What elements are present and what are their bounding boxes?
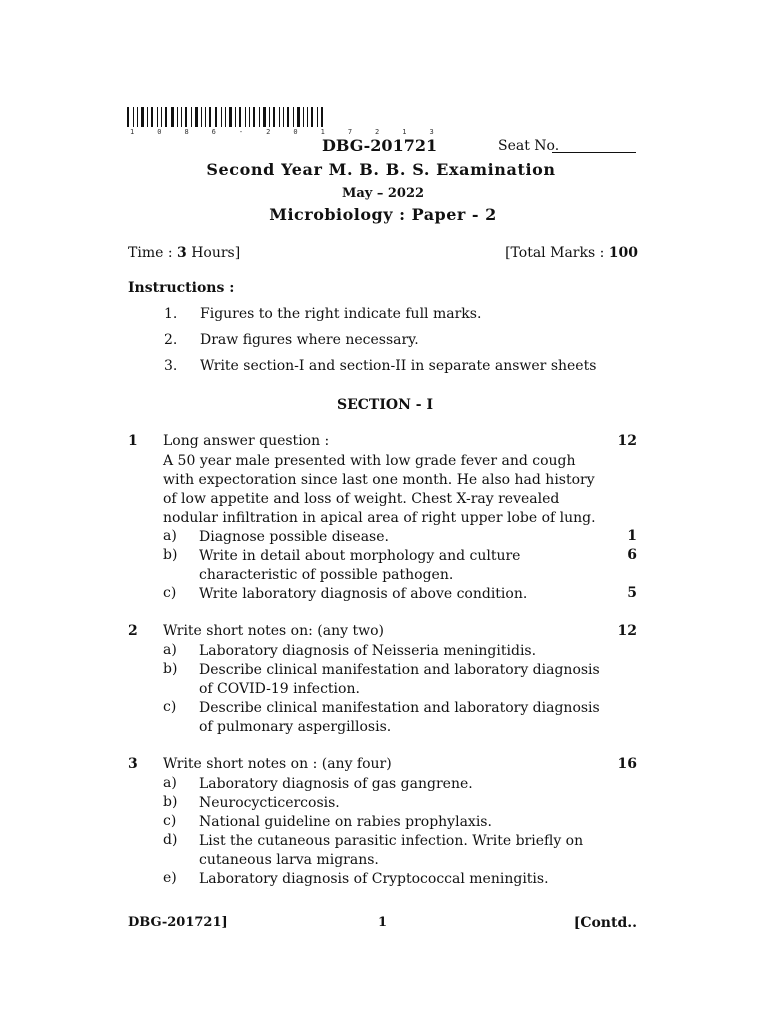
part-text: Laboratory diagnosis of Neisseria meningitidis. — [199, 643, 537, 659]
barcode-gap — [256, 107, 258, 127]
barcode-gap — [305, 107, 306, 127]
instruction-text: Write section-I and section-II in separate answer sheets — [200, 358, 597, 374]
barcode-gap — [159, 107, 160, 127]
part-label: b) — [163, 547, 178, 563]
barcode-gap — [309, 107, 310, 127]
section-title: SECTION - I — [337, 397, 433, 413]
barcode-gap — [199, 107, 200, 127]
part-label: a) — [163, 642, 177, 658]
barcode-bar — [283, 107, 284, 127]
barcode-gap — [135, 107, 136, 127]
instructions-title: Instructions : — [128, 280, 235, 296]
barcode-bar — [195, 107, 198, 127]
barcode-gap — [261, 107, 262, 127]
barcode-bar — [253, 107, 255, 127]
barcode-gap — [183, 107, 184, 127]
barcode-gap — [203, 107, 204, 127]
total-marks-label: [Total Marks : — [505, 245, 609, 261]
part-text: Neurocycticercosis. — [199, 795, 340, 811]
barcode-gap — [251, 107, 252, 127]
instruction-number: 1. — [164, 306, 178, 322]
barcode-gap — [290, 107, 292, 127]
barcode-bar — [177, 107, 178, 127]
instruction-text: Figures to the right indicate full marks. — [200, 306, 482, 322]
part-label: e) — [163, 870, 177, 886]
question-title: Long answer question : — [163, 433, 330, 449]
part-text: Laboratory diagnosis of gas gangrene. — [199, 776, 473, 792]
part-label: c) — [163, 813, 177, 829]
part-label: d) — [163, 832, 178, 848]
continued-label: [Contd.. — [573, 915, 637, 931]
barcode-bar — [225, 107, 226, 127]
barcode-gap — [139, 107, 140, 127]
barcode-bar — [151, 107, 153, 127]
barcode-bar — [201, 107, 202, 127]
barcode-bar — [269, 107, 270, 127]
part-text: Write laboratory diagnosis of above condition. — [199, 586, 528, 602]
barcode-bar — [287, 107, 289, 127]
barcode-bar — [249, 107, 250, 127]
question-stem-line: nodular infiltration in apical area of right upper lobe of lung. — [163, 510, 596, 526]
barcode-gap — [145, 107, 146, 127]
barcode-gap — [149, 107, 150, 127]
barcode-gap — [285, 107, 286, 127]
question-stem-line: with expectoration since last one month. He also had history — [163, 472, 595, 488]
part-text: Describe clinical manifestation and laboratory diagnosis — [199, 700, 600, 716]
barcode-gap — [281, 107, 282, 127]
barcode-bar — [137, 107, 138, 127]
barcode-bar — [161, 107, 162, 127]
barcode-bar — [165, 107, 167, 127]
part-text: Describe clinical manifestation and laboratory diagnosis — [199, 662, 600, 678]
barcode-bar — [215, 107, 217, 127]
part-label: a) — [163, 775, 177, 791]
part-text-cont: characteristic of possible pathogen. — [199, 567, 454, 583]
part-marks: 1 — [627, 528, 637, 544]
barcode-gap — [163, 107, 164, 127]
barcode-gap — [247, 107, 248, 127]
barcode-gap — [130, 107, 132, 127]
barcode-bar — [279, 107, 280, 127]
part-label: c) — [163, 585, 177, 601]
seat-number-label: Seat No. — [498, 138, 560, 154]
barcode-bar — [307, 107, 308, 127]
barcode-bar — [171, 107, 174, 127]
barcode-gap — [207, 107, 208, 127]
barcode-bar — [235, 107, 236, 127]
barcode-bar — [311, 107, 313, 127]
barcode-gap — [179, 107, 180, 127]
barcode-bar — [141, 107, 144, 127]
barcode-gap — [227, 107, 228, 127]
total-marks-value: 100 — [608, 245, 638, 261]
exam-title: Second Year M. B. B. S. Examination — [206, 160, 556, 179]
part-text: Diagnose possible disease. — [199, 529, 389, 545]
question-number: 2 — [128, 623, 138, 639]
question-stem-line: A 50 year male presented with low grade fever and cough — [163, 453, 576, 469]
barcode-bar — [157, 107, 158, 127]
barcode-gap — [223, 107, 224, 127]
part-label: a) — [163, 528, 177, 544]
barcode-gap — [276, 107, 278, 127]
question-number: 3 — [128, 756, 138, 772]
question-marks: 12 — [617, 623, 637, 639]
barcode-gap — [218, 107, 220, 127]
question-title: Write short notes on: (any two) — [163, 623, 384, 639]
exam-month-year: May – 2022 — [341, 186, 425, 201]
paper-code: DBG-201721 — [322, 136, 438, 155]
barcode-number: 1 0 8 6 - 2 0 1 7 2 1 3 — [130, 128, 444, 136]
barcode-bar — [229, 107, 232, 127]
barcode-gap — [314, 107, 316, 127]
barcode-bar — [185, 107, 187, 127]
barcode-bar — [191, 107, 192, 127]
barcode-bar — [245, 107, 246, 127]
barcode-bar — [127, 107, 129, 127]
question-stem-line: of low appetite and loss of weight. Chest X-ray revealed — [163, 491, 560, 507]
barcode-bar — [209, 107, 211, 127]
part-text-cont: of pulmonary aspergillosis. — [199, 719, 392, 735]
question-marks: 12 — [617, 433, 637, 449]
barcode-bar — [205, 107, 206, 127]
part-text: List the cutaneous parasitic infection. Write briefly on — [199, 833, 584, 849]
barcode-gap — [212, 107, 214, 127]
barcode-bar — [303, 107, 304, 127]
barcode-gap — [242, 107, 244, 127]
barcode-gap — [233, 107, 234, 127]
question-number: 1 — [128, 433, 138, 449]
part-text-cont: cutaneous larva migrans. — [199, 852, 379, 868]
barcode-gap — [188, 107, 190, 127]
barcode-gap — [154, 107, 156, 127]
barcode-bar — [147, 107, 148, 127]
part-text: National guideline on rabies prophylaxis. — [199, 814, 492, 830]
barcode-bar — [297, 107, 300, 127]
barcode-bar — [239, 107, 241, 127]
barcode-gap — [301, 107, 302, 127]
barcode-gap — [271, 107, 272, 127]
part-text: Write in detail about morphology and culture — [199, 548, 521, 564]
barcode-bar — [133, 107, 134, 127]
instruction-number: 3. — [164, 358, 178, 374]
question-marks: 16 — [617, 756, 637, 772]
subject-title: Microbiology : Paper - 2 — [269, 205, 497, 224]
total-marks — [505, 245, 638, 261]
barcode-gap — [324, 107, 326, 127]
barcode-bar — [321, 107, 323, 127]
barcode-gap — [168, 107, 170, 127]
barcode-gap — [267, 107, 268, 127]
barcode-bar — [273, 107, 275, 127]
instruction-number: 2. — [164, 332, 178, 348]
barcode-bar — [181, 107, 182, 127]
barcode-bar — [317, 107, 318, 127]
seat-number-line — [552, 152, 636, 153]
barcode-bar — [221, 107, 222, 127]
instruction-text: Draw figures where necessary. — [200, 332, 419, 348]
part-text-cont: of COVID-19 infection. — [199, 681, 360, 697]
barcode-gap — [295, 107, 296, 127]
part-text: Laboratory diagnosis of Cryptococcal meningitis. — [199, 871, 549, 887]
exam-time: Time : 3 Hours] — [128, 245, 241, 261]
part-label: c) — [163, 699, 177, 715]
barcode-gap — [175, 107, 176, 127]
barcode-bar — [293, 107, 294, 127]
part-label: b) — [163, 794, 178, 810]
barcode — [127, 107, 327, 127]
question-title: Write short notes on : (any four) — [163, 756, 392, 772]
part-marks: 5 — [627, 585, 637, 601]
barcode-gap — [319, 107, 320, 127]
page-number: 1 — [378, 915, 388, 930]
part-label: b) — [163, 661, 178, 677]
barcode-gap — [237, 107, 238, 127]
barcode-bar — [263, 107, 266, 127]
barcode-gap — [193, 107, 194, 127]
part-marks: 6 — [627, 547, 637, 563]
barcode-bar — [259, 107, 260, 127]
footer-paper-code: DBG-201721] — [128, 915, 228, 930]
